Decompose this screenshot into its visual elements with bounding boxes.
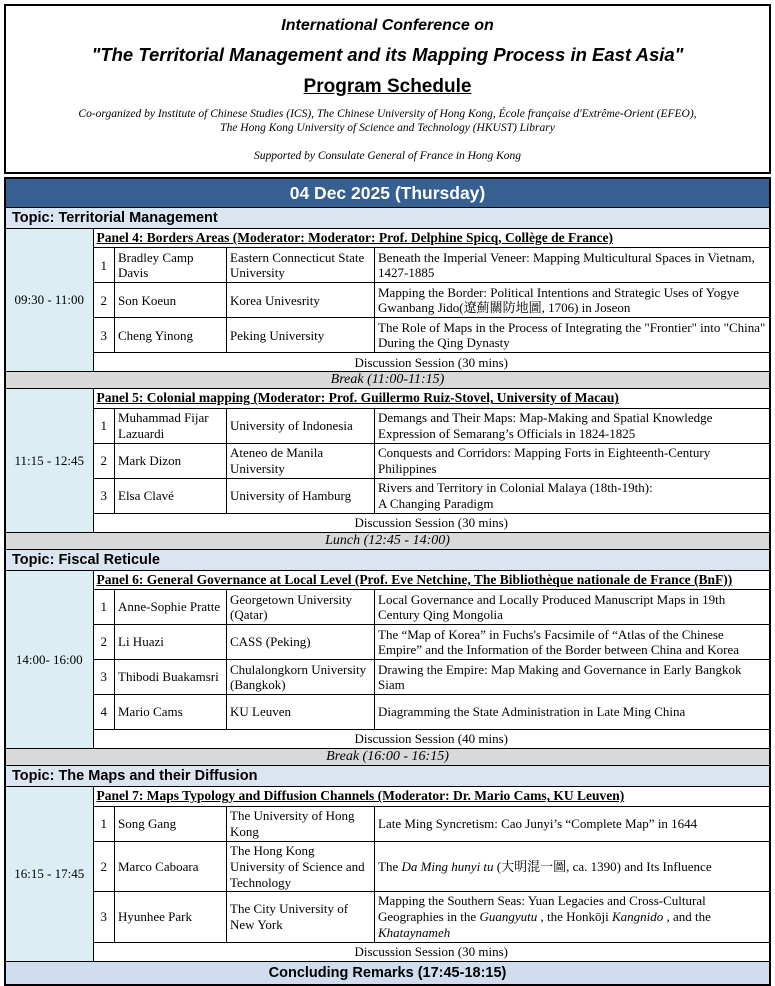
break-row [5, 532, 770, 549]
speaker-row [94, 443, 770, 478]
panel-block-row [5, 389, 770, 532]
panel-header-row [94, 229, 770, 248]
conference-line: International Conference on [281, 17, 494, 34]
speaker-affiliation: The City University of New York [227, 892, 375, 943]
speaker-affiliation: Korea Univesrity [227, 283, 375, 318]
talk-title-segment: Da Ming hunyi tu [401, 858, 494, 874]
date-banner: 04 Dec 2025 (Thursday) [5, 178, 770, 208]
panel-header-row [94, 571, 770, 590]
speaker-name: Bradley Camp Davis [115, 248, 227, 283]
discussion-session: Discussion Session (40 mins) [94, 730, 770, 749]
talk-title-segment: , and the [663, 909, 711, 925]
speaker-number: 2 [94, 443, 115, 478]
session-time-cell: 14:00- 16:00 [5, 570, 93, 748]
speaker-affiliation: KU Leuven [227, 695, 375, 730]
panel-table [94, 787, 770, 961]
panel-header [94, 229, 770, 248]
panel-content-cell [93, 389, 770, 532]
organizers-line-1: Co-organized by Institute of Chinese Studies (ICS), The Chinese University of Hong Kong, École française d'Extrême-Orient (EFEO), [78, 108, 697, 120]
talk-title-segment: Kangnido [611, 909, 664, 925]
organizers-line-2: The Hong Kong University of Science and Technology (HKUST) Library [220, 122, 555, 134]
talk-title-segment: Rivers and Territory in Colonial Malaya (18th-19th): [378, 480, 653, 496]
session-time-cell: 09:30 - 11:00 [5, 229, 93, 372]
concluding-banner: Concluding Remarks (17:45-18:15) [5, 962, 770, 986]
speaker-affiliation: Chulalongkorn University (Bangkok) [227, 660, 375, 695]
speaker-name: Anne-Sophie Pratte [115, 590, 227, 625]
talk-title [375, 892, 770, 943]
break-banner: Break (16:00 - 16:15) [5, 749, 770, 766]
speaker-row [94, 841, 770, 892]
concluding-row [5, 962, 770, 986]
speaker-row [94, 892, 770, 943]
talk-title [375, 443, 770, 478]
speaker-row [94, 248, 770, 283]
discussion-row [94, 730, 770, 749]
speaker-number: 3 [94, 892, 115, 943]
panel-title: Panel 7: Maps Typology and Diffusion Channels (Moderator: Dr. Mario Cams, KU Leuven) [96, 788, 625, 804]
speaker-affiliation: Peking University [227, 318, 375, 353]
panel-title: Panel 5: Colonial mapping (Moderator: Prof. Guillermo Ruiz-Stovel, University of Macau) [96, 390, 619, 406]
speaker-row [94, 660, 770, 695]
speaker-row [94, 590, 770, 625]
speaker-number: 2 [94, 841, 115, 892]
speaker-row [94, 408, 770, 443]
panel-header [94, 787, 770, 806]
panel-header-row [94, 389, 770, 408]
talk-title [375, 590, 770, 625]
talk-title-segment: Beneath the Imperial Veneer: Mapping Multicultural Spaces in Vietnam, 1427-1885 [378, 249, 755, 281]
panel-content-cell [93, 570, 770, 748]
speaker-row [94, 806, 770, 841]
talk-title-segment: , the Honkōji [537, 909, 612, 925]
talk-title [375, 695, 770, 730]
talk-title [375, 806, 770, 841]
speaker-name: Mark Dizon [115, 443, 227, 478]
speaker-name: Li Huazi [115, 625, 227, 660]
panel-block-row [5, 787, 770, 962]
session-time-cell: 11:15 - 12:45 [5, 389, 93, 532]
talk-title-segment: Late Ming Syncretism: Cao Junyi’s “Complete Map” in 1644 [378, 815, 698, 831]
talk-title [375, 660, 770, 695]
talk-title [375, 283, 770, 318]
speaker-name: Son Koeun [115, 283, 227, 318]
panel-title: Panel 4: Borders Areas (Moderator: Moderator: Prof. Delphine Spicq, Collège de France) [96, 230, 614, 245]
panel-title: Panel 6: General Governance at Local Level (Prof. Eve Netchine, The Bibliothèque nationale de France (BnF)) [96, 571, 733, 587]
talk-title-segment: Diagramming the State Administration in Late Ming China [378, 704, 686, 720]
talk-title-segment: Mapping the Border: Political Intentions and Strategic Uses of Yogye Gwanbang Jido(遼薊關防地圖, 1706) in Joseon [378, 284, 740, 316]
talk-title-segment: Conquests and Corridors: Mapping Forts in Eighteenth-Century Philippines [378, 445, 711, 476]
session-time-cell: 16:15 - 17:45 [5, 787, 93, 962]
talk-title-segment: Local Governance and Locally Produced Manuscript Maps in 19th Century Qing Mongolia [378, 591, 726, 623]
talk-title [375, 841, 770, 892]
talk-title-segment: Demangs and Their Maps: Map-Making and Spatial Knowledge Expression of Semarang’s Officials in 1824-1825 [378, 410, 713, 441]
date-row [5, 178, 770, 208]
speaker-affiliation: Eastern Connecticut State University [227, 248, 375, 283]
discussion-row [94, 943, 770, 962]
speaker-affiliation: The University of Hong Kong [227, 806, 375, 841]
program-schedule-heading [14, 76, 761, 98]
talk-title [375, 408, 770, 443]
conference-title: "The Territorial Management and its Mapping Process in East Asia" [91, 44, 684, 65]
speaker-name: Thibodi Buakamsri [115, 660, 227, 695]
talk-title-segment: Mapping the Southern Seas: Yuan Legacies and Cross-Cultural Geographies in the [378, 893, 706, 925]
panel-header [94, 389, 770, 408]
topic-row [5, 208, 770, 229]
discussion-row [94, 513, 770, 532]
talk-title-segment: The [378, 858, 402, 874]
speaker-name: Cheng Yinong [115, 318, 227, 353]
talk-title-segment: Khataynameh [378, 925, 451, 941]
speaker-number: 1 [94, 806, 115, 841]
panel-header-row [94, 787, 770, 806]
speaker-number: 3 [94, 318, 115, 353]
panel-table [94, 389, 770, 531]
panel-block-row [5, 570, 770, 748]
talk-title [375, 318, 770, 353]
talk-title-segment: Drawing the Empire: Map Making and Governance in Early Bangkok Siam [378, 661, 742, 693]
speaker-row [94, 695, 770, 730]
discussion-session: Discussion Session (30 mins) [94, 513, 770, 532]
speaker-number: 3 [94, 660, 115, 695]
speaker-number: 2 [94, 625, 115, 660]
topic-banner: Topic: Fiscal Reticule [5, 549, 770, 570]
program-schedule-text: Program Schedule [303, 76, 472, 97]
discussion-session: Discussion Session (30 mins) [94, 943, 770, 962]
panel-content-cell [93, 787, 770, 962]
discussion-session: Discussion Session (30 mins) [94, 353, 770, 372]
topic-banner: Topic: The Maps and their Diffusion [5, 766, 770, 787]
talk-title-segment: Guangyutu [479, 909, 538, 925]
talk-title-segment: The “Map of Korea” in Fuchs's Facsimile of “Atlas of the Chinese Empire” and the Information of the Border between China and Korea [378, 626, 739, 658]
discussion-row [94, 353, 770, 372]
speaker-name: Song Gang [115, 806, 227, 841]
schedule-table [4, 177, 771, 986]
speaker-name: Elsa Clavé [115, 478, 227, 513]
panel-table [94, 571, 770, 748]
talk-title [375, 478, 770, 513]
speaker-affiliation: CASS (Peking) [227, 625, 375, 660]
speaker-name: Muhammad Fijar Lazuardi [115, 408, 227, 443]
speaker-number: 4 [94, 695, 115, 730]
panel-table [94, 229, 770, 371]
speaker-row [94, 283, 770, 318]
speaker-number: 3 [94, 478, 115, 513]
break-banner: Break (11:00-11:15) [5, 372, 770, 389]
topic-row [5, 549, 770, 570]
speaker-name: Marco Caboara [115, 841, 227, 892]
speaker-number: 2 [94, 283, 115, 318]
document-header [4, 4, 771, 174]
panel-header [94, 571, 770, 590]
speaker-number: 1 [94, 408, 115, 443]
speaker-affiliation: University of Hamburg [227, 478, 375, 513]
speaker-affiliation: Ateneo de Manila University [227, 443, 375, 478]
talk-title [375, 625, 770, 660]
speaker-number: 1 [94, 248, 115, 283]
topic-row [5, 766, 770, 787]
topic-banner: Topic: Territorial Management [5, 208, 770, 229]
supported-by-line: Supported by Consulate General of France in Hong Kong [253, 150, 522, 162]
speaker-number: 1 [94, 590, 115, 625]
talk-title-segment: (大明混一圖, ca. 1390) and Its Influence [493, 858, 712, 874]
panel-block-row [5, 229, 770, 372]
speaker-row [94, 318, 770, 353]
break-row [5, 372, 770, 389]
speaker-affiliation: The Hong Kong University of Science and Technology [227, 841, 375, 892]
speaker-name: Mario Cams [115, 695, 227, 730]
speaker-row [94, 625, 770, 660]
speaker-affiliation: University of Indonesia [227, 408, 375, 443]
speaker-name: Hyunhee Park [115, 892, 227, 943]
speaker-row [94, 478, 770, 513]
break-row [5, 749, 770, 766]
talk-title-segment: The Role of Maps in the Process of Integrating the "Frontier" into "China" During the Qing Dynasty [378, 319, 766, 351]
break-banner: Lunch (12:45 - 14:00) [5, 532, 770, 549]
talk-title-segment: A Changing Paradigm [378, 495, 494, 511]
panel-content-cell [93, 229, 770, 372]
talk-title [375, 248, 770, 283]
speaker-affiliation: Georgetown University (Qatar) [227, 590, 375, 625]
